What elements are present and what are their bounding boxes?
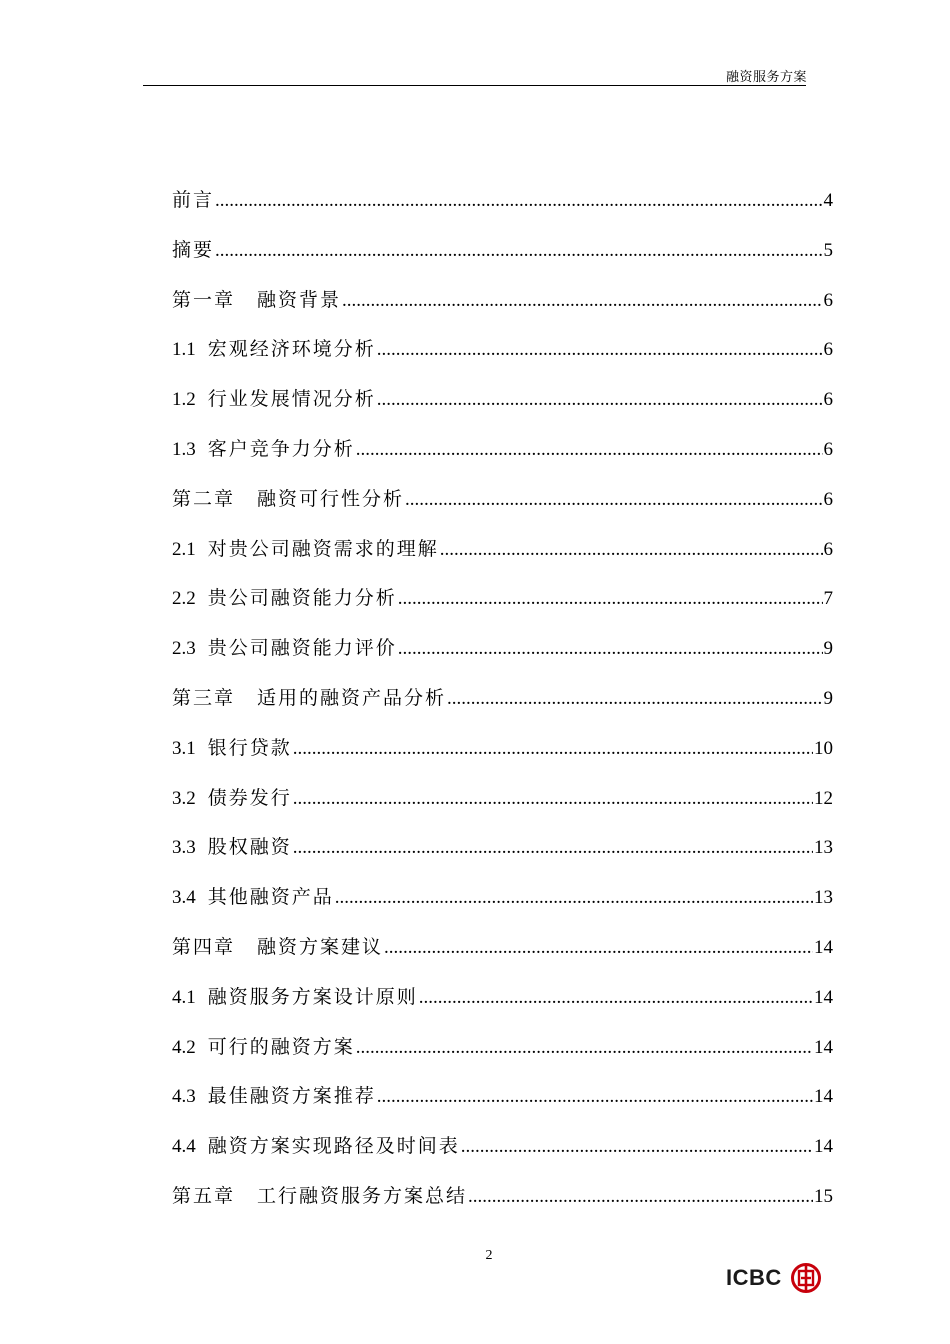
toc-section-number: 3.2 (172, 787, 196, 809)
toc-page-number: 6 (823, 488, 833, 510)
toc-page-number: 9 (823, 638, 833, 660)
toc-entry-title: 2.2 贵公司融资能力分析 (172, 587, 397, 610)
toc-leader-dots (461, 1128, 813, 1166)
toc-chapter-number: 第三章 (172, 686, 236, 709)
toc-leader-dots (293, 730, 813, 768)
toc-section-entry[interactable] (172, 1077, 833, 1127)
toc-entry-title: 4.1 融资服务方案设计原则 (172, 985, 418, 1008)
toc-entry-title: 3.1 银行贷款 (172, 736, 292, 759)
toc-page-number: 7 (823, 588, 833, 610)
toc-section-entry[interactable] (172, 330, 833, 380)
toc-chapter-number: 第五章 (172, 1184, 236, 1207)
toc-section-number: 3.3 (172, 837, 196, 859)
toc-entry-title: 摘要 (172, 238, 215, 261)
toc-section-entry[interactable] (172, 629, 833, 679)
toc-page-number: 6 (823, 538, 833, 560)
toc-leader-dots (398, 630, 823, 668)
toc-page-number: 4 (823, 190, 833, 211)
toc-leader-dots (335, 879, 813, 917)
toc-leader-dots (468, 1178, 813, 1216)
toc-page-number: 12 (814, 787, 833, 809)
toc-page-number: 14 (814, 1136, 833, 1158)
running-header-title: 融资服务方案 (725, 70, 807, 85)
toc-entry-title: 1.3 客户竞争力分析 (172, 437, 355, 460)
toc-entry-title: 第四章 融资方案建议 (172, 935, 384, 958)
toc-entry-title: 3.2 债券发行 (172, 786, 292, 809)
logo-wordmark: ICBC (726, 1265, 782, 1290)
icbc-logo (726, 1262, 822, 1294)
toc-entry-title: 1.1 宏观经济环境分析 (172, 338, 376, 361)
toc-section-entry[interactable] (172, 380, 833, 430)
toc-entry-title: 第二章 融资可行性分析 (172, 487, 405, 510)
toc-section-number: 2.1 (172, 538, 196, 560)
toc-chapter-number: 第一章 (172, 288, 236, 311)
toc-page-number: 6 (823, 289, 833, 311)
toc-page-number: 14 (814, 1036, 833, 1058)
toc-entry-title: 2.3 贵公司融资能力评价 (172, 637, 397, 660)
toc-leader-dots (342, 282, 822, 320)
toc-chapter-number: 第四章 (172, 935, 236, 958)
page-number: 2 (485, 1248, 493, 1263)
toc-section-number: 1.3 (172, 438, 196, 460)
toc-entry-title: 前言 (172, 189, 215, 211)
toc-page-number: 14 (814, 986, 833, 1008)
toc-leader-dots (377, 381, 823, 419)
toc-section-number: 4.2 (172, 1036, 196, 1058)
toc-page-number: 13 (814, 887, 833, 909)
toc-section-number: 1.2 (172, 389, 196, 411)
toc-entry-title: 2.1 对贵公司融资需求的理解 (172, 537, 439, 560)
toc-chapter-entry[interactable] (172, 679, 833, 729)
toc-section-number: 4.3 (172, 1086, 196, 1108)
header-divider (143, 85, 806, 86)
toc-section-entry[interactable] (172, 978, 833, 1028)
toc-leader-dots (215, 232, 822, 270)
toc-entry-title: 4.4 融资方案实现路径及时间表 (172, 1135, 460, 1158)
toc-chapter-entry[interactable] (172, 1177, 833, 1227)
toc-page-number: 15 (814, 1185, 833, 1207)
toc-section-entry[interactable] (172, 1127, 833, 1177)
toc-entry-title: 第一章 融资背景 (172, 288, 342, 311)
toc-entry-title: 3.3 股权融资 (172, 836, 292, 859)
toc-section-entry[interactable] (172, 878, 833, 928)
toc-page-number: 9 (823, 687, 833, 709)
toc-section-entry[interactable] (172, 1028, 833, 1078)
toc-section-entry[interactable] (172, 729, 833, 779)
toc-chapter-entry[interactable] (172, 480, 833, 530)
toc-page-number: 6 (823, 438, 833, 460)
toc-leader-dots (405, 481, 822, 519)
toc-page-number: 6 (823, 389, 833, 411)
toc-page-number: 6 (823, 339, 833, 361)
toc-entry[interactable] (172, 231, 833, 281)
toc-leader-dots (293, 780, 813, 818)
toc-section-entry[interactable] (172, 579, 833, 629)
toc-page-number: 14 (814, 1086, 833, 1108)
toc-leader-dots (398, 580, 823, 618)
icbc-emblem-icon (790, 1262, 822, 1294)
toc-leader-dots (215, 182, 822, 220)
toc-leader-dots (377, 331, 823, 369)
toc-leader-dots (447, 680, 822, 718)
toc-entry-title: 3.4 其他融资产品 (172, 886, 334, 909)
toc-page-number: 5 (823, 239, 833, 261)
toc-page-number: 10 (814, 737, 833, 759)
toc-section-number: 4.4 (172, 1136, 196, 1158)
toc-entry-title: 4.3 最佳融资方案推荐 (172, 1085, 376, 1108)
toc-section-number: 3.4 (172, 887, 196, 909)
toc-leader-dots (377, 1078, 813, 1116)
toc-entry-title: 第三章 适用的融资产品分析 (172, 686, 447, 709)
toc-section-entry[interactable] (172, 530, 833, 580)
toc-leader-dots (356, 431, 823, 469)
toc-chapter-entry[interactable] (172, 928, 833, 978)
toc-section-number: 2.3 (172, 638, 196, 660)
toc-section-number: 4.1 (172, 986, 196, 1008)
table-of-contents (172, 181, 833, 1227)
toc-leader-dots (356, 1029, 813, 1067)
toc-section-entry[interactable] (172, 430, 833, 480)
toc-page-number: 14 (814, 936, 833, 958)
toc-leader-dots (419, 979, 813, 1017)
toc-section-entry[interactable] (172, 779, 833, 829)
toc-entry-title: 第五章 工行融资服务方案总结 (172, 1184, 468, 1207)
toc-entry-title: 4.2 可行的融资方案 (172, 1035, 355, 1058)
toc-entry-title: 1.2 行业发展情况分析 (172, 388, 376, 411)
toc-section-entry[interactable] (172, 828, 833, 878)
toc-section-number: 1.1 (172, 339, 196, 361)
toc-chapter-number: 第二章 (172, 487, 236, 510)
toc-leader-dots (384, 929, 813, 967)
toc-leader-dots (440, 531, 823, 569)
toc-section-number: 3.1 (172, 737, 196, 759)
toc-leader-dots (293, 829, 813, 867)
toc-page-number: 13 (814, 837, 833, 859)
toc-chapter-entry[interactable] (172, 281, 833, 331)
toc-section-number: 2.2 (172, 588, 196, 610)
toc-entry[interactable] (172, 181, 833, 231)
